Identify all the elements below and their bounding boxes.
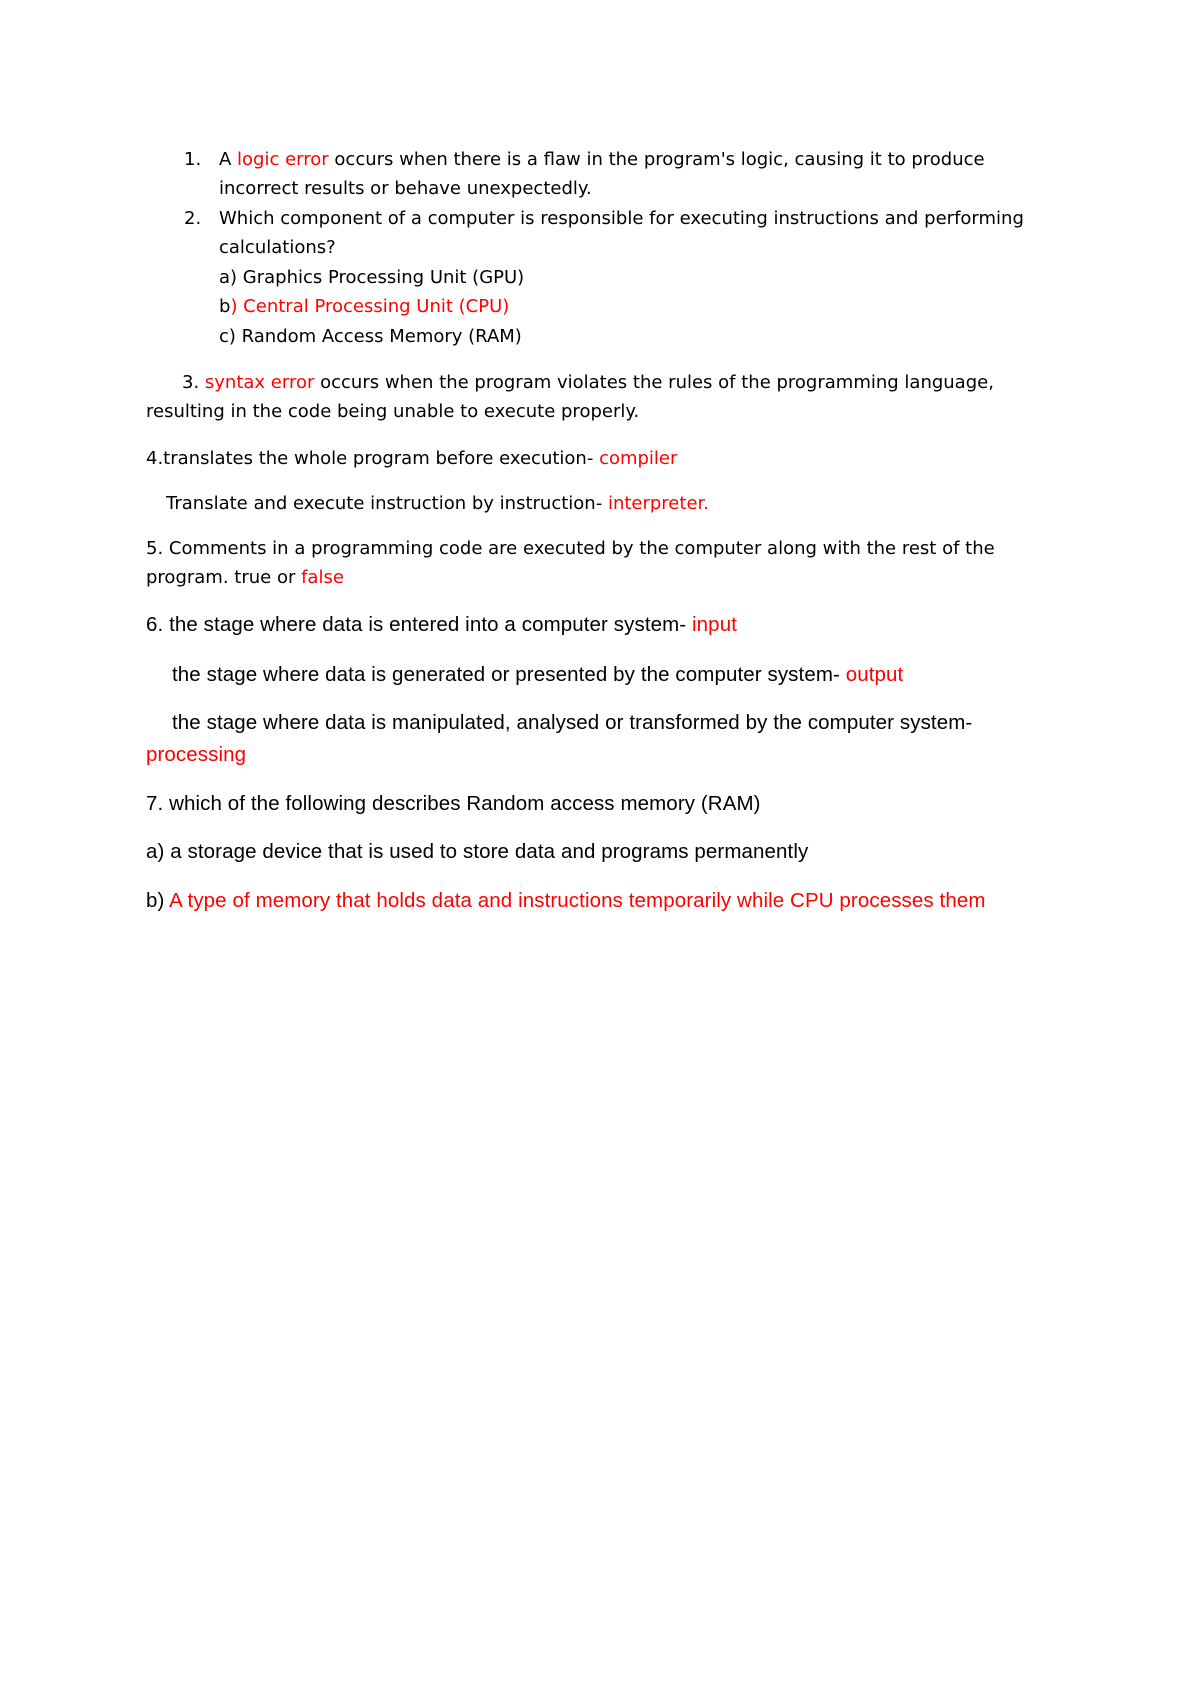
q7-option-a: a) a storage device that is used to store data and programs permanently [146,840,809,863]
q4-line2-answer: interpreter. [607,493,709,514]
q2-number: 2. [184,208,202,229]
q5-line2-text: program. true or [146,567,302,588]
q4-line2-text: Translate and execute instruction by instruction- [166,493,608,514]
q4-line1-answer: compiler [599,448,678,469]
q2-line2: calculations? [219,237,336,258]
q6-line2-answer: output [845,663,904,686]
q2-option-b-prefix: b [219,296,231,317]
q6-line2 [172,663,903,687]
q2-line1: Which component of a computer is responsible for executing instructions and performing [219,208,1024,229]
q6-line3-answer: processing [146,743,247,766]
q6-line1-answer: input [692,613,737,636]
q6-line1 [146,613,737,637]
q1-line2: incorrect results or behave unexpectedly. [219,178,592,199]
q3-answer: syntax error [204,372,315,393]
q7-option-b-prefix: b) [146,889,170,912]
q1-number: 1. [184,149,202,170]
q5-line2 [146,566,344,590]
q6-line2-text: the stage where data is generated or presented by the computer system- [172,663,846,686]
q2-option-c: c) Random Access Memory (RAM) [219,326,522,347]
q6-line3: the stage where data is manipulated, analysed or transformed by the computer system- [172,711,973,734]
q6-line1-text: 6. the stage where data is entered into a computer system- [146,613,693,636]
q3-line1 [182,371,994,395]
q3-line1-rest: occurs when the program violates the rules of the programming language, [314,372,994,393]
q1-answer: logic error [237,149,329,170]
q2-option-b [219,295,509,319]
q3-number: 3. [182,372,205,393]
q2-option-a: a) Graphics Processing Unit (GPU) [219,267,525,288]
q1-line1-rest: occurs when there is a flaw in the program's logic, causing it to produce [328,149,985,170]
q4-line2 [166,492,709,516]
q5-line2-answer: false [301,567,344,588]
q4-line1-text: 4.translates the whole program before execution- [146,448,600,469]
q7-option-b-answer: A type of memory that holds data and instructions temporarily while CPU processes them [169,889,986,912]
q1-pre: A [219,149,238,170]
q5-line1: 5. Comments in a programming code are executed by the computer along with the rest of the [146,538,995,559]
q7-option-b [146,889,986,913]
q7-question: 7. which of the following describes Random access memory (RAM) [146,792,761,815]
q3-line2: resulting in the code being unable to execute properly. [146,401,640,422]
q1-line1 [219,148,985,172]
q4-line1 [146,447,677,471]
q2-option-b-answer: ) Central Processing Unit (CPU) [230,296,510,317]
